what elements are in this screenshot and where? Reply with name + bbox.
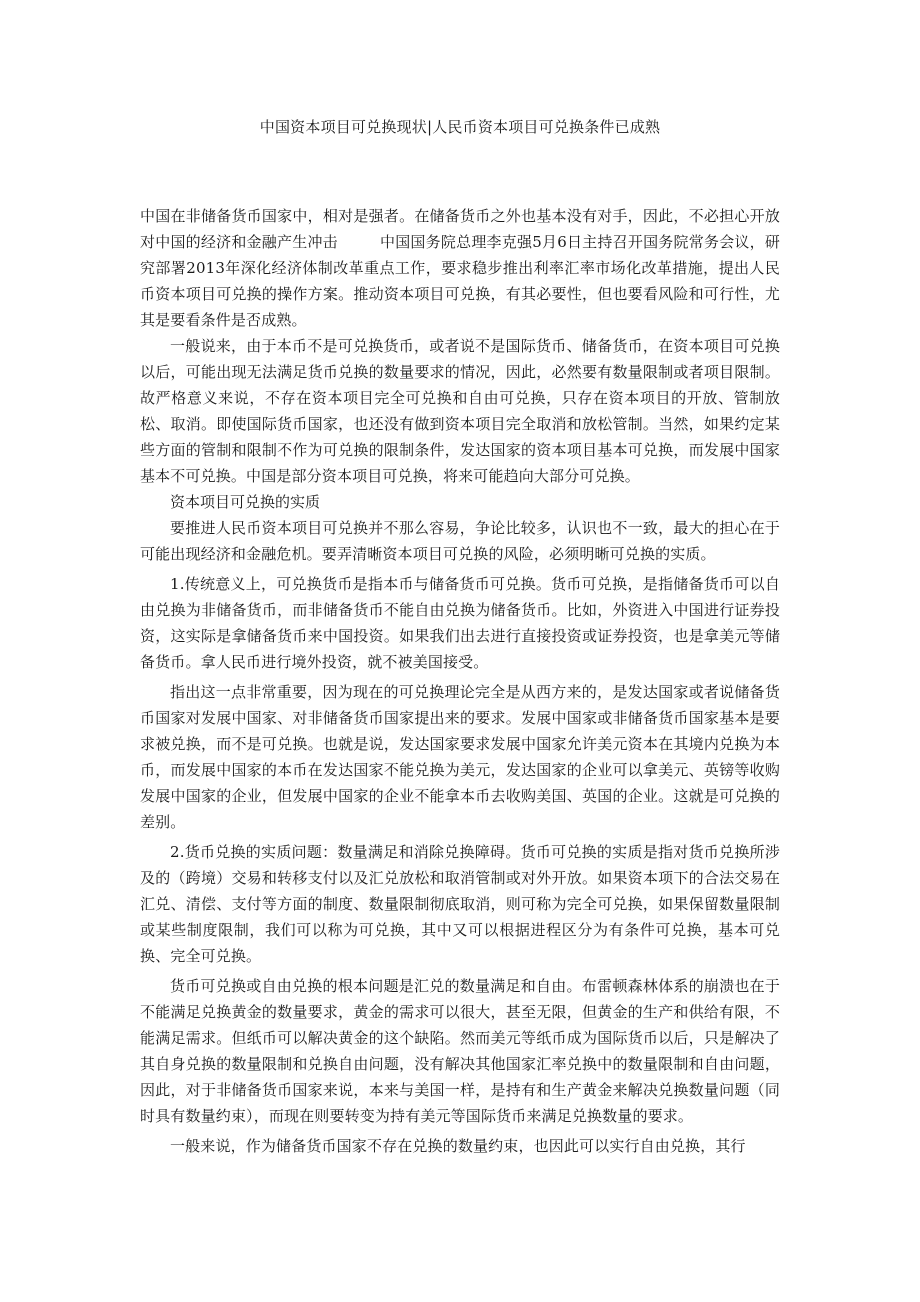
- document-body: [140, 203, 780, 1159]
- paragraph-4: 指出这一点非常重要，因为现在的可兑换理论完全是从西方来的，是发达国家或者说储备货币国家对发展中国家、对非储备货币国家提出来的要求。发展中国家或非储备货币国家基本是要求被兑换，而不是可兑换。也就是说，发达国家要求发展中国家允许美元资本在其境内兑换为本币，而发展中国家的本币在发达国家不能兑换为美元，发达国家的企业可以拿美元、英镑等收购发展中国家的企业，但发展中国家的企业不能拿本币去收购美国、英国的企业。这就是可兑换的差别。: [140, 683, 780, 831]
- paragraph-1: 一般说来，由于本币不是可兑换货币，或者说不是国际货币、储备货币，在资本项目可兑换以后，可能出现无法满足货币兑换的数量要求的情况，因此，必然要有数量限制或者项目限制。故严格意义来说，不存在资本项目完全可兑换和自由可兑换，只存在资本项目的开放、管制放松、取消。即使国际货币国家，也还没有做到资本项目完全取消和放松管制。当然，如果约定某些方面的管制和限制不作为可兑换的限制条件，发达国家的资本项目基本可兑换，而发展中国家基本不可兑换。中国是部分资本项目可兑换，将来可能趋向大部分可兑换。: [140, 337, 780, 485]
- paragraph-2: 要推进人民币资本项目可兑换并不那么容易，争论比较多，认识也不一致，最大的担心在于可能出现经济和金融危机。要弄清晰资本项目可兑换的风险，必须明晰可兑换的实质。: [140, 519, 780, 563]
- paragraph-3: 1.传统意义上，可兑换货币是指本币与储备货币可兑换。货币可兑换，是指储备货币可以自由兑换为非储备货币，而非储备货币不能自由兑换为储备货币。比如，外资进入中国进行证券投资，这实际是拿储备货币来中国投资。如果我们出去进行直接投资或证券投资，也是拿美元等储备货币。拿人民币进行境外投资，就不被美国接受。: [140, 575, 780, 671]
- paragraph-7: 一般来说，作为储备货币国家不存在兑换的数量约束，也因此可以实行自由兑换，其行: [170, 1137, 746, 1155]
- intro-part-2: 中国国务院总理李克强5月6日主持召开国务院常务会议，研究部署2013年深化经济体制改革重点工作，要求稳步推出利率汇率市场化改革措施，提出人民币资本项目可兑换的操作方案。推动资本项目可兑换，有其必要性，但也要看风险和可行性，尤其是要看条件是否成熟。: [140, 233, 781, 329]
- section-heading: 资本项目可兑换的实质: [170, 493, 321, 511]
- intro-part-1: 中国在非储备货币国家中，相对是强者。在储备货币之外也基本没有对手，因此，不必担心开放对中国的经济和金融产生冲击: [140, 207, 780, 251]
- paragraph-5: 2.货币兑换的实质问题：数量满足和消除兑换障碍。货币可兑换的实质是指对货币兑换所涉及的（跨境）交易和转移支付以及汇兑放松和取消管制或对外开放。如果资本项下的合法交易在汇兑、清偿、支付等方面的制度、数量限制彻底取消，则可称为完全可兑换，如果保留数量限制或某些制度限制，我们可以称为可兑换，其中又可以根据进程区分为有条件可兑换，基本可兑换、完全可兑换。: [140, 843, 780, 965]
- intro-paragraph: [140, 203, 780, 333]
- document-title: 中国资本项目可兑换现状|人民币资本项目可兑换条件已成熟: [259, 118, 661, 136]
- paragraph-6: 货币可兑换或自由兑换的根本问题是汇兑的数量满足和自由。布雷顿森林体系的崩溃也在于不能满足兑换黄金的数量要求，黄金的需求可以很大，甚至无限，但黄金的生产和供给有限，不能满足需求。但纸币可以解决黄金的这个缺陷。然而美元等纸币成为国际货币以后，只是解决了其自身兑换的数量限制和兑换自由问题，没有解决其他国家汇率兑换中的数量限制和自由问题，因此，对于非储备货币国家来说，本来与美国一样，是持有和生产黄金来解决兑换数量问题（同时具有数量约束），而现在则要转变为持有美元等国际货币来满足兑换数量的要求。: [140, 977, 780, 1125]
